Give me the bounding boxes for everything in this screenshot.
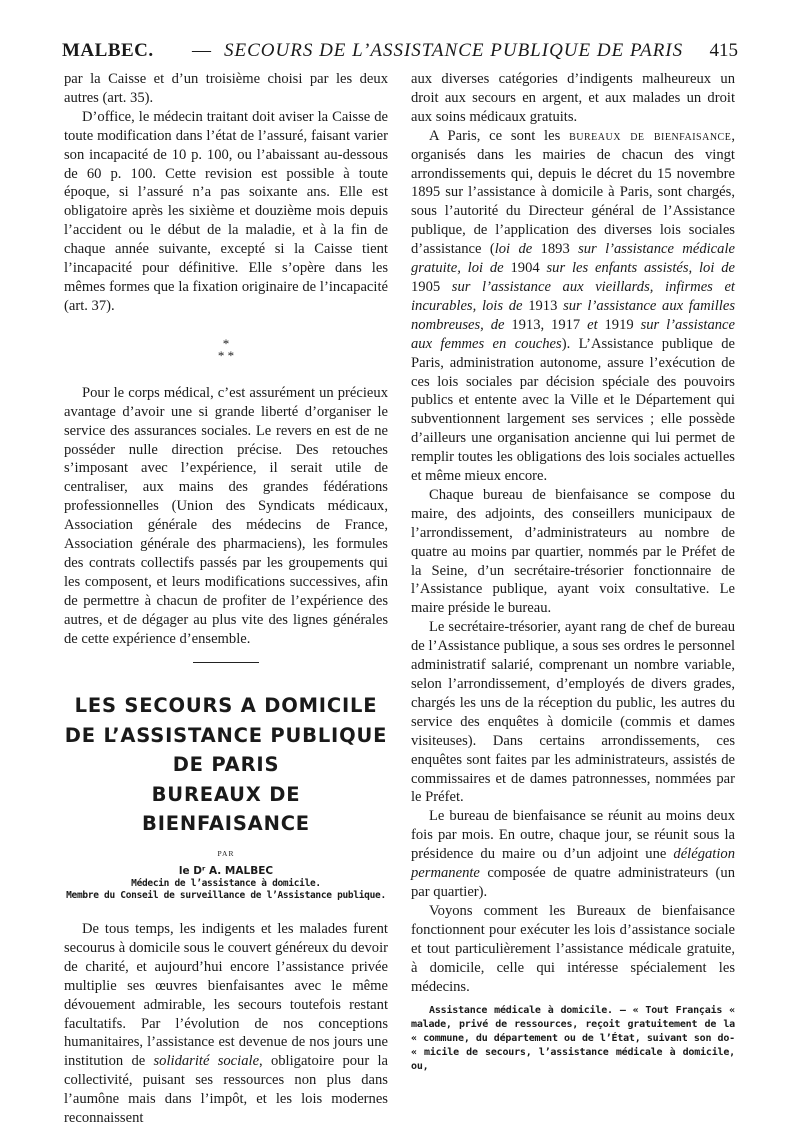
byline-role-1: Médecin de l’assistance à domicile. (131, 877, 321, 889)
asterism-top: * (222, 335, 230, 351)
article-title (64, 691, 388, 839)
footnote-heading: Assistance médicale à domicile. (429, 1005, 613, 1017)
asterism-divider (64, 335, 388, 363)
left-column (64, 70, 388, 1128)
left-paragraph-2: D’office, le médecin traitant doit aviser la Caisse de toute modification dans l’état de l’assuré, faisant varier son incapacité de 10 p. 100, ou l’abaissant au-dessous de 60 p. 100. Cette revision est possible à toute époque, si l’assuré n’a pas soixante ans. Elle est obligatoire après les sixième et douzième mois depuis l’accident ou le début de la maladie, et à la fin de chaque année suivante, excepté si la Caisse tient l’incapacité pour définitive. Elle s’opère dans les mêmes formes que la fixation originaire de l’incapacité (art. 37). (64, 108, 388, 314)
running-head-dash: — (192, 40, 211, 61)
page-number: 415 (709, 40, 738, 61)
asterism-bottom: * * (217, 347, 235, 363)
left-paragraph-3: Pour le corps médical, c’est assurément un précieux avantage d’avoir une si grande liberté d’organiser le service des assurances sociales. Le revers en est de ne posséder nulle direction précise. Des retouches s’imposant avec l’expérience, il serait utile de centraliser, aux mains des grandes fédérations professionnelles (Union des Syndicats médicaux, Association générale des médecins de France, Association générale des pharmaciens), les formules des contrats collectifs passés par les groupements qui les composent, et leurs modifications successives, afin de permettre à chacun de profiter de l’expérience des autres, et de dégager au plus vite des lignes générales de cette expérience d’ensemble. (64, 384, 388, 647)
section-rule (193, 662, 259, 663)
byline (64, 849, 388, 902)
running-head-title: SECOURS DE L’ASSISTANCE PUBLIQUE DE PARIS (224, 40, 684, 61)
right-paragraph-1: aux diverses catégories d’indigents malheureux un droit aux secours en argent, et aux malades un droit aux soins médicaux gratuits. (411, 71, 735, 125)
emphasis-solidarite: solidarité sociale (153, 1053, 260, 1070)
right-paragraph-6: Voyons comment les Bureaux de bienfaisance fonctionnent pour exécuter les lois d’assistance sociale et tout particulièrement l’assistance médicale gratuite, à domicile, celle qui intéresse spécialement les médecins. (411, 902, 735, 995)
right-column (411, 70, 735, 1074)
article-subtitle: BUREAUX DE BIENFAISANCE (142, 782, 310, 836)
left-paragraph-4: De tous temps, les indigents et les malades furent secourus à domicile sous le couvert généreux du devoir de charité, et aujourd’hui encore l’assistance privée multiplie ses œuvres bienfaisantes avec le même dévouement admirable, les secours toutefois restant facultatifs. Par l’évolution de nos conceptions humanitaires, l’assistance est devenue de nos jours une institution de solidarité sociale, obligatoire pour la collectivité, puisant ses ressources non plus dans l’aumône mais dans l’impôt, et les lois modernes reconnaissent (64, 920, 388, 1127)
emphasis-delegation: délégation permanente (411, 846, 735, 882)
article-title-line-1: LES SECOURS A DOMICILE (74, 694, 378, 718)
article-title-line-2: DE L’ASSISTANCE PUBLIQUE (64, 723, 388, 747)
right-paragraph-3: Chaque bureau de bienfaisance se compose du maire, des adjoints, des conseillers municipaux de l’arrondissement, d’administrateurs au nombre de quatre au moins par quartier, nommés par le Préfet de la Seine, d’un secrétaire-trésorier fonctionnaire de l’Assistance publique, ayant voix consultative. Le maire préside le bureau. (411, 486, 735, 617)
running-head-author: MALBEC. (62, 40, 154, 61)
running-head (62, 40, 738, 66)
footnote (411, 1004, 735, 1074)
byline-author: le Dʳ A. MALBEC (178, 864, 274, 877)
left-paragraph-1: par la Caisse et d’un troisième choisi par les deux autres (art. 35). (64, 71, 388, 106)
right-paragraph-2: A Paris, ce sont les bureaux de bienfaisance, organisés dans les mairies de chacun des vingt arrondissements qui, depuis le décret du 15 novembre 1895 sur l’assistance à domicile à Paris, sont chargés, sous l’autorité du Directeur général de l’Assistance publique, de l’application des diverses lois sociales d’assistance (loi de 1893 sur l’assistance médicale gratuite, loi de 1904 sur les enfants assistés, loi de 1905 sur l’assistance aux vieillards, infirmes et incurables, lois de 1913 sur l’assistance aux familles nombreuses, de 1913, 1917 et 1919 sur l’assistance aux femmes en couches). L’Assistance publique de Paris, administration autonome, assure l’exécution de ces lois sociales par décision spéciale des pouvoirs publics et entente avec la Ville et le Département qui subventionnent largement ses services ; elle possède d’ailleurs une organisation ancienne qui lui permet de remplir toutes les obligations des lois sociales actuelles et même mieux encore. (411, 127, 735, 485)
right-paragraph-5: Le bureau de bienfaisance se réunit au moins deux fois par mois. En outre, chaque jour, se réunit sous la présidence du maire ou d’un adjoint une délégation permanente composée de quatre administrateurs (un par quartier). (411, 808, 735, 900)
byline-par: PAR (217, 848, 235, 858)
smallcaps-bureaux: bureaux de bienfaisance (569, 127, 732, 144)
footnote-body: — « Tout Français « malade, privé de ressources, reçoit gratuitement de la « commune, du département ou de l’État, suivant son do- « micile de secours, l’assistance médicale à domicile, ou, (411, 1005, 735, 1073)
right-paragraph-4: Le secrétaire-trésorier, ayant rang de chef de bureau de l’Assistance publique, a sous ses ordres le personnel administratif salarié, comprenant un nombre variable, selon l’arrondissement, d’employés de divers grades, chargés les uns de la réception du public, les autres du service des enquêtes à domicile (commis et dames visiteuses). Dans certains arrondissements, ces enquêtes sont faites par les administrateurs, assistés de commissaires et de dames patronnesses, nommées par le Préfet. (411, 619, 735, 806)
article-title-line-3: DE PARIS (172, 753, 280, 777)
byline-role-2: Membre du Conseil de surveillance de l’Assistance publique. (66, 889, 386, 901)
